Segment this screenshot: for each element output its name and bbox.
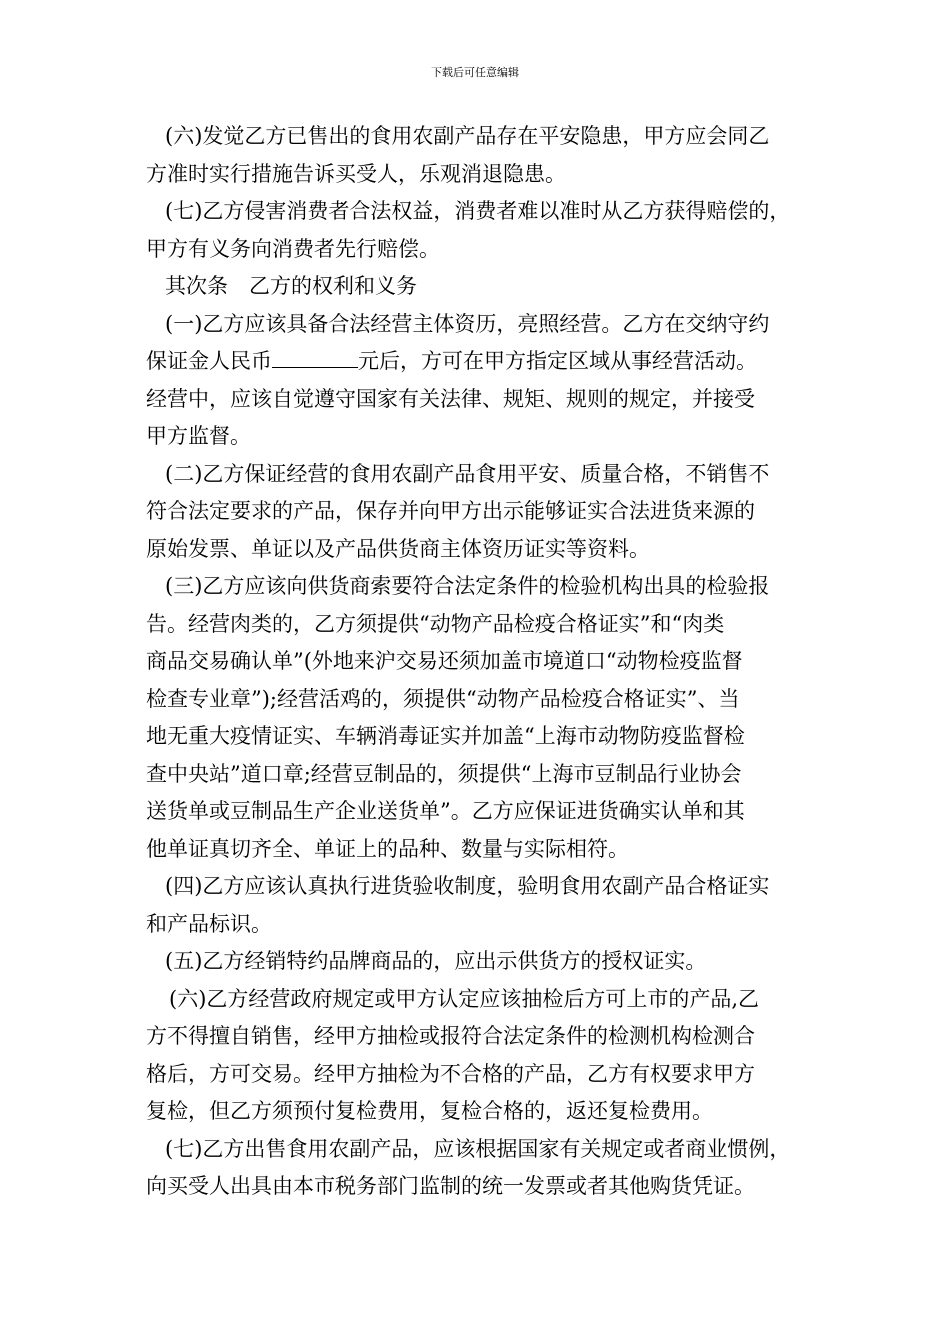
text-line: 甲方有义务向消费者先行赔偿。	[146, 236, 440, 261]
text-fragment: 保证金人民币	[146, 349, 272, 373]
text-line: 和产品标识。	[146, 911, 272, 936]
text-line: 甲方监督。	[146, 424, 251, 448]
text-line: (七)乙方出售食用农副产品，应该根据国家有关规定或者商业惯例，	[165, 1136, 791, 1161]
text-line: 检查专业章”);经营活鸡的，须提供“动物产品检疫合格证实”、当	[146, 686, 740, 711]
text-line: (二)乙方保证经营的食用农副产品食用平安、质量合格，不销售不	[165, 461, 770, 486]
text-line: 地无重大疫情证实、车辆消毒证实并加盖“上海市动物防疫监督检	[146, 724, 745, 748]
text-line: 告。经营肉类的，乙方须提供“动物产品检疫合格证实”和“肉类	[146, 611, 725, 636]
text-line: (六)发觉乙方已售出的食用农副产品存在平安隐患，甲方应会同乙	[165, 124, 770, 148]
text-line: 查中央站”道口章;经营豆制品的，须提供“上海市豆制品行业协会	[146, 761, 742, 786]
section-heading: 其次条 乙方的权利和义务	[165, 274, 417, 298]
text-line: (一)乙方应该具备合法经营主体资历，亮照经营。乙方在交纳守约	[165, 311, 770, 336]
text-line-with-blank	[146, 343, 810, 381]
amount-blank	[272, 345, 358, 368]
text-line: 格后，方可交易。经甲方抽检为不合格的产品，乙方有权要求甲方	[146, 1061, 755, 1086]
text-line: (三)乙方应该向供货商索要符合法定条件的检验机构出具的检验报	[165, 574, 770, 598]
text-line: 符合法定要求的产品，保存并向甲方出示能够证实合法进货来源的	[146, 499, 755, 523]
text-line: (六)乙方经营政府规定或甲方认定应该抽检后方可上市的产品,乙	[169, 986, 760, 1011]
text-line: (四)乙方应该认真执行进货验收制度，验明食用农副产品合格证实	[165, 874, 770, 898]
text-line: 复检，但乙方须预付复检费用，复检合格的，返还复检费用。	[146, 1099, 713, 1123]
text-line: 方不得擅自销售，经甲方抽检或报符合法定条件的检测机构检测合	[146, 1024, 755, 1048]
text-fragment: 元后，方可在甲方指定区域从事经营活动。	[358, 349, 757, 373]
text-line: 经营中，应该自觉遵守国家有关法律、规矩、规则的规定，并接受	[146, 386, 755, 411]
text-line: 方准时实行措施告诉买受人，乐观消退隐患。	[146, 161, 566, 186]
text-line: 向买受人出具由本市税务部门监制的统一发票或者其他购货凭证。	[146, 1174, 755, 1198]
page-header: 下载后可任意编辑	[431, 66, 519, 79]
text-line: 原始发票、单证以及产品供货商主体资历证实等资料。	[146, 536, 650, 561]
text-line: 送货单或豆制品生产企业送货单”。乙方应保证进货确实认单和其	[146, 799, 745, 823]
text-line: (七)乙方侵害消费者合法权益，消费者难以准时从乙方获得赔偿的，	[165, 199, 791, 223]
document-body	[146, 118, 810, 1206]
text-line: 商品交易确认单”(外地来沪交易还须加盖市境道口“动物检疫监督	[146, 649, 743, 673]
text-line: 他单证真切齐全、单证上的品种、数量与实际相符。	[146, 836, 629, 861]
text-line: (五)乙方经销特约品牌商品的，应出示供货方的授权证实。	[165, 949, 707, 973]
